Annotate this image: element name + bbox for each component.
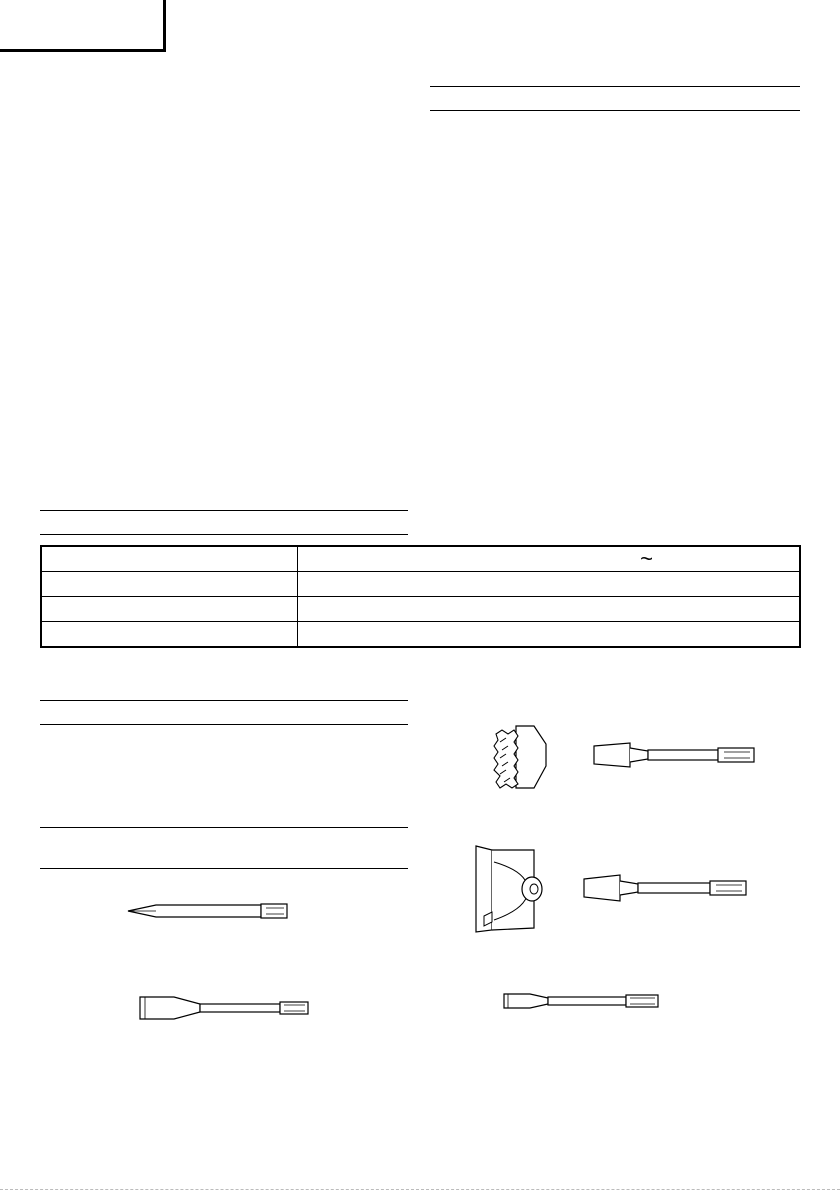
spec-label xyxy=(41,597,298,622)
heading-rule-right-bottom xyxy=(430,110,800,111)
heading-rule-accessories-bottom xyxy=(40,724,408,725)
table-row xyxy=(41,622,800,648)
scoop-chisel-icon xyxy=(502,990,662,1012)
spec-label xyxy=(41,546,298,572)
heading-rule-specs-bottom xyxy=(40,534,408,535)
cold-chisel-icon xyxy=(138,993,313,1023)
bushing-tool-icon xyxy=(488,722,550,792)
table-row xyxy=(41,572,800,597)
spec-value xyxy=(298,622,801,648)
specifications-table xyxy=(40,545,801,648)
page-edge-dotted-line xyxy=(0,1189,840,1190)
heading-rule-accessories-top xyxy=(40,700,408,701)
spec-value xyxy=(298,597,801,622)
bull-point-chisel-icon xyxy=(126,900,291,924)
tamper-plate-icon xyxy=(470,842,550,936)
page-corner-tab xyxy=(0,0,166,52)
spec-label xyxy=(41,572,298,597)
heading-rule-right-top xyxy=(430,86,800,87)
tamper-shank-icon xyxy=(580,872,752,904)
heading-rule-optional-bottom xyxy=(40,868,408,869)
spec-value xyxy=(298,572,801,597)
heading-rule-optional-top xyxy=(40,827,408,828)
spec-value xyxy=(298,546,801,572)
alternating-current-symbol: ~ xyxy=(640,545,653,571)
table-row xyxy=(41,546,800,572)
cotter-shank-icon xyxy=(590,740,760,770)
spec-label xyxy=(41,622,298,648)
heading-rule-specs-top xyxy=(40,510,408,511)
table-row xyxy=(41,597,800,622)
